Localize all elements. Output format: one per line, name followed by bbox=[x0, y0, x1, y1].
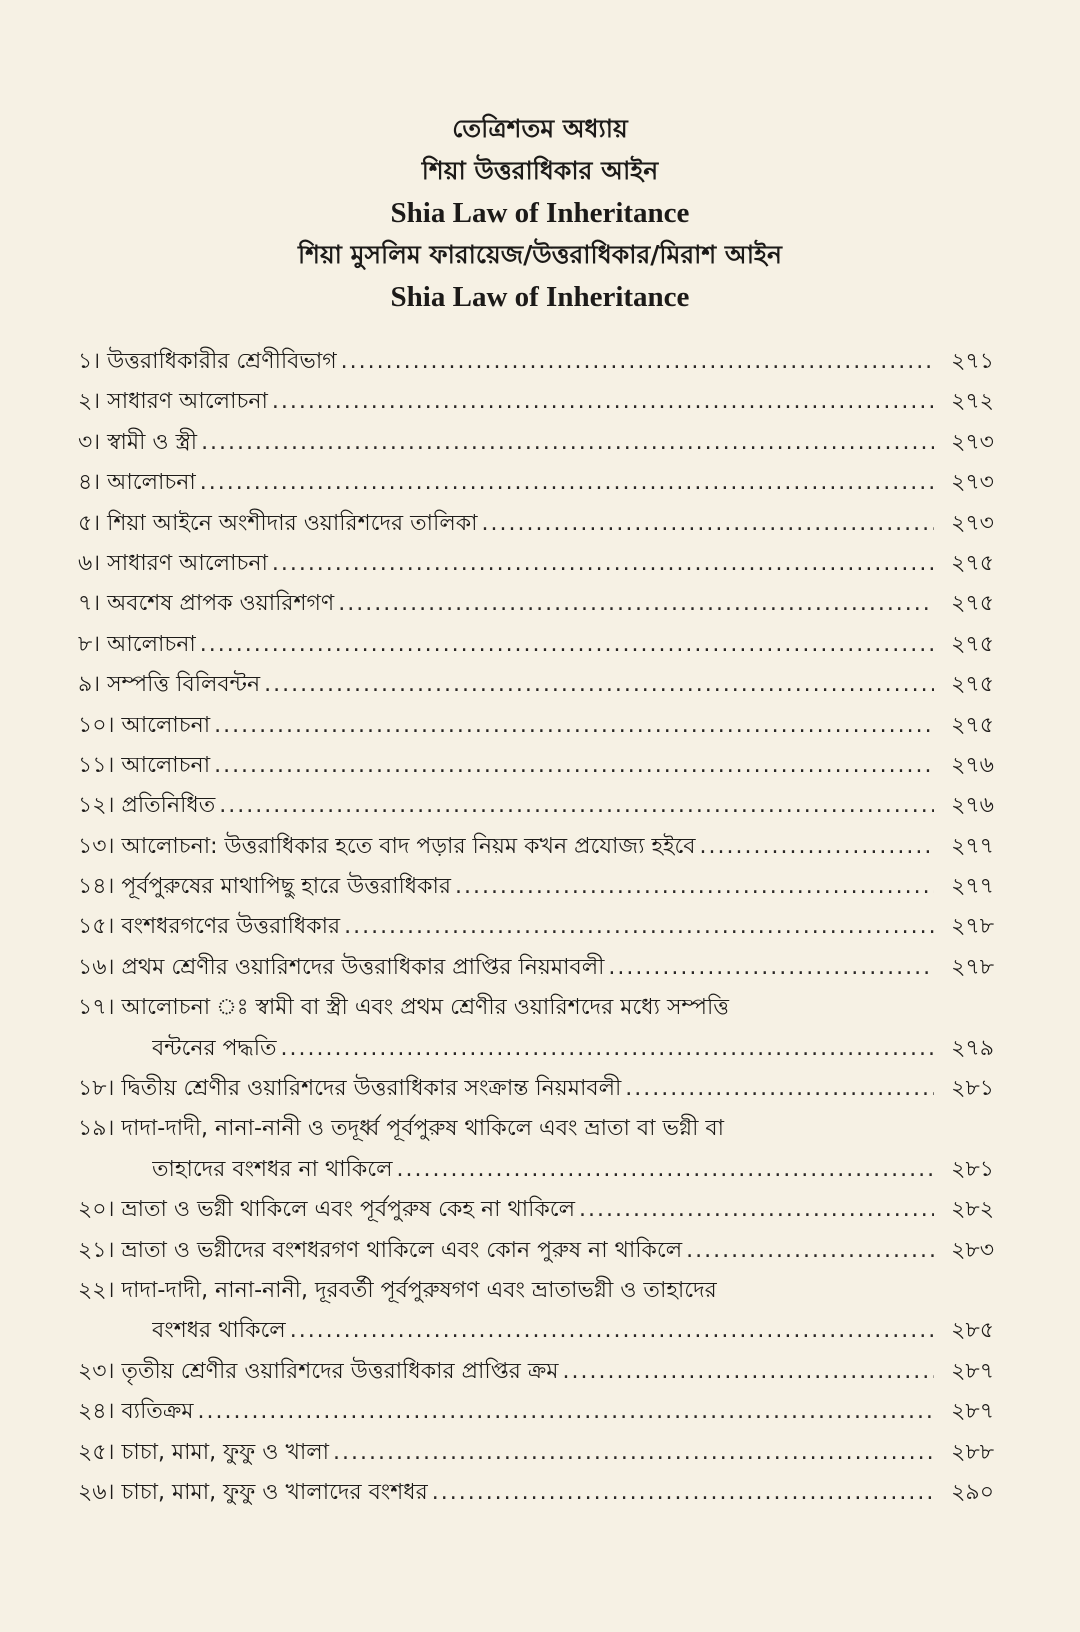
toc-entry bbox=[78, 665, 994, 705]
toc-entry-title: ২২। দাদা-দাদী, নানা-নানী, দূরবর্তী পূর্বপুরুষগণ এবং ভ্রাতাভগ্নী ও তাহাদের bbox=[78, 1277, 717, 1303]
dot-leader bbox=[338, 584, 934, 624]
toc-entry-title-wrap bbox=[78, 988, 994, 1028]
toc-entry-title-wrap bbox=[152, 1311, 938, 1351]
toc-entry-title-wrap bbox=[78, 625, 938, 665]
toc-entry-title: ৯। সম্পত্তি বিলিবন্টন bbox=[78, 672, 261, 698]
toc-entry bbox=[78, 1109, 994, 1149]
toc-entry-title-wrap bbox=[78, 1109, 994, 1149]
toc-entry-title-wrap bbox=[78, 1190, 938, 1230]
toc-entry-title-wrap bbox=[78, 948, 938, 988]
toc-entry-page-number: ২৭২ bbox=[951, 389, 994, 415]
toc-entry-page-number: ২৭৮ bbox=[951, 954, 994, 980]
toc-entry-title-wrap bbox=[152, 1150, 938, 1190]
toc-entry-title: ২১। ভ্রাতা ও ভগ্নীদের বংশধরগণ থাকিলে এবং কোন পুরুষ না থাকিলে bbox=[78, 1237, 683, 1263]
toc-entry-title: ১৪। পূর্বপুরুষের মাথাপিছু হারে উত্তরাধিকার bbox=[78, 874, 451, 900]
toc-entry bbox=[78, 948, 994, 988]
toc-entry-page-number: ২৭৩ bbox=[951, 429, 994, 455]
toc-entry-title: ২৩। তৃতীয় শ্রেণীর ওয়ারিশদের উত্তরাধিকার প্রাপ্তির ক্রম bbox=[78, 1358, 559, 1384]
toc-entry bbox=[78, 382, 994, 422]
toc-entry-title: ১৮। দ্বিতীয় শ্রেণীর ওয়ারিশদের উত্তরাধিকার সংক্রান্ত নিয়মাবলী bbox=[78, 1076, 622, 1102]
dot-leader bbox=[333, 1433, 934, 1473]
toc-entry-page-number: ২৮৫ bbox=[951, 1318, 994, 1344]
chapter-subtitle-bangla: শিয়া মুসলিম ফারায়েজ/উত্তরাধিকার/মিরাশ আইন bbox=[298, 240, 782, 269]
toc-entry-page-number: ২৮৭ bbox=[951, 1399, 994, 1425]
dot-leader bbox=[214, 746, 934, 786]
dot-leader bbox=[272, 544, 934, 584]
toc-entry-title: ৩। স্বামী ও স্ত্রী bbox=[78, 429, 198, 455]
toc-entry-page-number: ২৭৮ bbox=[951, 914, 994, 940]
toc-entry bbox=[78, 342, 994, 382]
toc-entry-title-wrap bbox=[78, 342, 938, 382]
dot-leader bbox=[341, 342, 934, 382]
toc-entry-title: ১। উত্তরাধিকারীর শ্রেণীবিভাগ bbox=[78, 349, 337, 374]
chapter-subtitle-english: Shia Law of Inheritance bbox=[390, 281, 690, 313]
toc-entry-title: বন্টনের পদ্ধতি bbox=[152, 1035, 277, 1061]
toc-entry-title: ৭। অবশেষ প্রাপক ওয়ারিশগণ bbox=[78, 591, 335, 617]
toc-entry-title: ১৭। আলোচনা ঃ স্বামী বা স্ত্রী এবং প্রথম শ্রেণীর ওয়ারিশদের মধ্যে সম্পত্তি bbox=[78, 995, 730, 1021]
dot-leader bbox=[579, 1190, 934, 1230]
toc-entry-title-wrap bbox=[78, 1473, 938, 1513]
dot-leader bbox=[200, 625, 934, 665]
toc-entry-continuation bbox=[78, 1150, 994, 1190]
toc-entry bbox=[78, 625, 994, 665]
toc-entry-title-wrap bbox=[78, 463, 938, 503]
toc-entry-title: ২। সাধারণ আলোচনা bbox=[78, 389, 268, 415]
toc-entry-title-wrap bbox=[78, 746, 938, 786]
dot-leader bbox=[219, 786, 934, 826]
toc-entry bbox=[78, 706, 994, 746]
toc-entry-title: ২৪। ব্যতিক্রম bbox=[78, 1399, 194, 1425]
toc-entry-page-number: ২৭৫ bbox=[951, 712, 994, 738]
toc-entry-title-wrap bbox=[78, 423, 938, 463]
dot-leader bbox=[608, 948, 934, 988]
toc-entry-page-number: ২৭৫ bbox=[951, 672, 994, 698]
toc-entry-page-number: ২৭১ bbox=[951, 349, 994, 374]
toc-entry bbox=[78, 544, 994, 584]
toc-entry-title: ৮। আলোচনা bbox=[78, 631, 196, 657]
toc-entry bbox=[78, 1069, 994, 1109]
toc-entry-page-number: ২৮২ bbox=[951, 1197, 994, 1223]
dot-leader bbox=[397, 1150, 934, 1190]
toc-entry-title: ১০। আলোচনা bbox=[78, 712, 211, 738]
toc-entry-page-number: ২৭৩ bbox=[951, 470, 994, 496]
toc-entry bbox=[78, 1352, 994, 1392]
dot-leader bbox=[432, 1473, 934, 1513]
toc-entry-title-wrap bbox=[152, 1029, 938, 1069]
toc-entry-page-number: ২৭৩ bbox=[951, 510, 994, 536]
toc-entry-title-wrap bbox=[78, 867, 938, 907]
dot-leader bbox=[264, 665, 934, 705]
toc-entry-title: ২০। ভ্রাতা ও ভগ্নী থাকিলে এবং পূর্বপুরুষ কেহ না থাকিলে bbox=[78, 1197, 575, 1223]
toc-entry-page-number: ২৭৬ bbox=[951, 793, 994, 819]
toc-entry-title: ১৫। বংশধরগণের উত্তরাধিকার bbox=[78, 914, 341, 940]
toc-entry bbox=[78, 867, 994, 907]
dot-leader bbox=[201, 423, 934, 463]
toc-entry-title: তাহাদের বংশধর না থাকিলে bbox=[152, 1156, 393, 1182]
toc-entry-title-wrap bbox=[78, 1231, 938, 1271]
toc-entry-page-number: ২৭৭ bbox=[951, 874, 994, 900]
dot-leader bbox=[482, 504, 935, 544]
toc-entry-title-wrap bbox=[78, 1433, 938, 1473]
toc-entry-page-number: ২৭৫ bbox=[951, 631, 994, 657]
dot-leader bbox=[197, 1392, 934, 1432]
toc-entry-title-wrap bbox=[78, 1271, 994, 1311]
toc-entry-title-wrap bbox=[78, 786, 938, 826]
chapter-title-bangla: শিয়া উত্তরাধিকার আইন bbox=[421, 156, 659, 185]
dot-leader bbox=[290, 1311, 934, 1351]
toc-entry bbox=[78, 1271, 994, 1311]
toc-entry-page-number: ২৮৮ bbox=[951, 1439, 994, 1465]
toc-entry bbox=[78, 907, 994, 947]
dot-leader bbox=[214, 706, 934, 746]
toc-entry-title: বংশধর থাকিলে bbox=[152, 1318, 286, 1344]
toc-entry-title: ১৯। দাদা-দাদী, নানা-নানী ও তদূর্ধ্ব পূর্বপুরুষ থাকিলে এবং ভ্রাতা বা ভগ্নী বা bbox=[78, 1116, 725, 1142]
chapter-number-heading: তেত্রিশতম অধ্যায় bbox=[452, 114, 628, 143]
toc-entry-title-wrap bbox=[78, 544, 938, 584]
dot-leader bbox=[272, 382, 934, 422]
dot-leader bbox=[281, 1029, 935, 1069]
toc-entry-page-number: ২৯০ bbox=[951, 1479, 994, 1505]
toc-entry-page-number: ২৮৭ bbox=[951, 1358, 994, 1384]
toc-entry-title-wrap bbox=[78, 1352, 938, 1392]
toc-entry-page-number: ২৭৭ bbox=[951, 833, 994, 859]
dot-leader bbox=[625, 1069, 934, 1109]
dot-leader bbox=[200, 463, 934, 503]
toc-entry-page-number: ২৭৬ bbox=[951, 752, 994, 778]
toc-entry-title-wrap bbox=[78, 706, 938, 746]
toc-entry bbox=[78, 1392, 994, 1432]
toc-entry-title-wrap bbox=[78, 907, 938, 947]
chapter-title-english: Shia Law of Inheritance bbox=[390, 197, 690, 229]
toc-entry-page-number: ২৮১ bbox=[951, 1156, 994, 1182]
dot-leader bbox=[344, 907, 934, 947]
toc-entry-title-wrap bbox=[78, 1392, 938, 1432]
dot-leader bbox=[455, 867, 934, 907]
toc-entry-page-number: ২৮৩ bbox=[951, 1237, 994, 1263]
toc-entry-title: ৫। শিয়া আইনে অংশীদার ওয়ারিশদের তালিকা bbox=[78, 510, 478, 536]
toc-entry-title-wrap bbox=[78, 504, 938, 544]
toc-entry bbox=[78, 463, 994, 503]
toc-entry-continuation bbox=[78, 1311, 994, 1351]
toc-entry bbox=[78, 584, 994, 624]
toc-entry-title: ১২। প্রতিনিধিত bbox=[78, 793, 216, 819]
toc-entry-title: ৬। সাধারণ আলোচনা bbox=[78, 550, 268, 576]
toc-entry-page-number: ২৭৫ bbox=[951, 550, 994, 576]
dot-leader bbox=[563, 1352, 935, 1392]
toc-entry-continuation bbox=[78, 1029, 994, 1069]
toc-entry-page-number: ২৭৯ bbox=[951, 1035, 994, 1061]
toc-entry bbox=[78, 786, 994, 826]
toc-entry bbox=[78, 504, 994, 544]
toc-entry bbox=[78, 1473, 994, 1513]
toc-entry-title-wrap bbox=[78, 665, 938, 705]
toc-entry bbox=[78, 827, 994, 867]
table-of-contents bbox=[78, 342, 994, 1513]
toc-entry-title: ৪। আলোচনা bbox=[78, 470, 196, 496]
toc-entry-title-wrap bbox=[78, 382, 938, 422]
toc-entry-title: ১৬। প্রথম শ্রেণীর ওয়ারিশদের উত্তরাধিকার প্রাপ্তির নিয়মাবলী bbox=[78, 954, 605, 980]
dot-leader bbox=[700, 827, 934, 867]
toc-entry-title-wrap bbox=[78, 584, 938, 624]
toc-entry-title: ২৬। চাচা, মামা, ফুফু ও খালাদের বংশধর bbox=[78, 1479, 428, 1505]
toc-entry-title-wrap bbox=[78, 827, 938, 867]
toc-entry bbox=[78, 1433, 994, 1473]
toc-entry bbox=[78, 746, 994, 786]
toc-entry bbox=[78, 1231, 994, 1271]
toc-entry-page-number: ২৭৫ bbox=[951, 591, 994, 617]
toc-entry-title-wrap bbox=[78, 1069, 938, 1109]
toc-entry-title: ২৫। চাচা, মামা, ফুফু ও খালা bbox=[78, 1439, 330, 1465]
toc-entry bbox=[78, 423, 994, 463]
toc-entry-title: ১৩। আলোচনা: উত্তরাধিকার হতে বাদ পড়ার নিয়ম কখন প্রযোজ্য হইবে bbox=[78, 833, 696, 859]
dot-leader bbox=[686, 1231, 934, 1271]
toc-entry bbox=[78, 1190, 994, 1230]
toc-entry-title: ১১। আলোচনা bbox=[78, 752, 211, 778]
toc-entry bbox=[78, 988, 994, 1028]
chapter-heading-block bbox=[60, 108, 1020, 318]
toc-entry-page-number: ২৮১ bbox=[951, 1076, 994, 1102]
